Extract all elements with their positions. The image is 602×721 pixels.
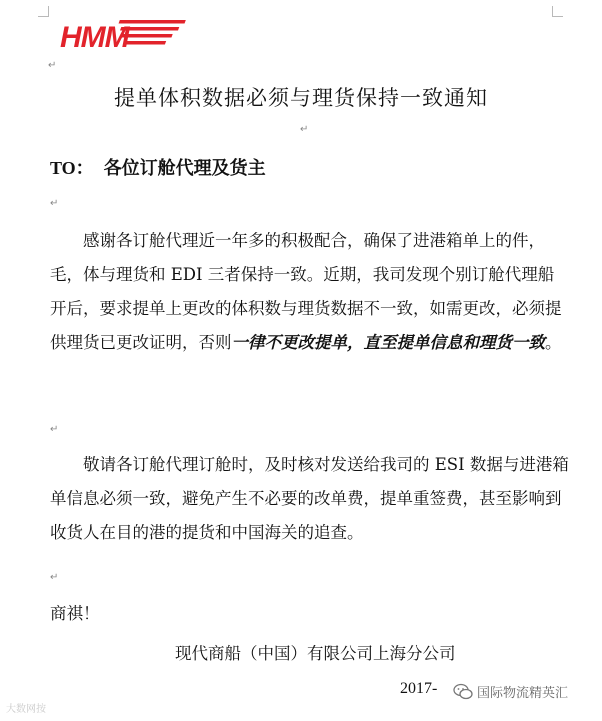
hmm-logo — [52, 14, 192, 54]
paragraph1-text: 感谢各订舱代理近一年多的积极配合，确保了进港箱单上的件，毛，体与理货和 EDI 三者保持一致。近期，我司发现个别订舱代理船开后，要求提单上更改的体积数与理货数据不一致，如需更改，必须提供理货已更改证明，否则 — [50, 231, 562, 352]
watermark-right-text: 国际物流精英汇 — [477, 686, 569, 701]
logo-text: HMM — [60, 21, 129, 54]
recipient-line — [50, 154, 266, 180]
to-label: TO： — [50, 158, 94, 178]
margin-corner-mark — [38, 6, 49, 17]
paragraph2-text: 敬请各订舱代理订舱时，及时核对发送给我司的 ESI 数据与进港箱单信息必须一致，避免产生不必要的改单费，提单重签费，甚至影响到收货人在目的港的提货和中国海关的追查。 — [50, 455, 569, 542]
margin-corner-mark — [552, 6, 563, 17]
document-date: 2017- — [400, 680, 438, 697]
notice-title: 提单体积数据必须与理货保持一致通知 — [114, 86, 488, 110]
watermark-right — [450, 681, 571, 702]
paragraph-mark: ↵ — [300, 124, 309, 135]
closing-salutation: 商祺！ — [50, 604, 100, 623]
paragraph-mark: ↵ — [48, 60, 57, 71]
paragraph-mark: ↵ — [50, 424, 59, 435]
recipient: 各位订舱代理及货主 — [103, 158, 266, 179]
company-signature: 现代商船（中国）有限公司上海分公司 — [175, 644, 456, 663]
paragraph1-emphasis: 一律不更改提单，直至提单信息和理货一致 — [231, 333, 545, 352]
wechat-icon — [453, 683, 473, 701]
watermark-left: 大数网按 — [6, 704, 46, 715]
paragraph-mark: ↵ — [50, 572, 59, 583]
paragraph-mark: ↵ — [50, 198, 59, 209]
body-paragraph-1 — [50, 224, 570, 360]
body-paragraph-2 — [50, 448, 570, 550]
paragraph1-end: 。 — [545, 333, 562, 352]
